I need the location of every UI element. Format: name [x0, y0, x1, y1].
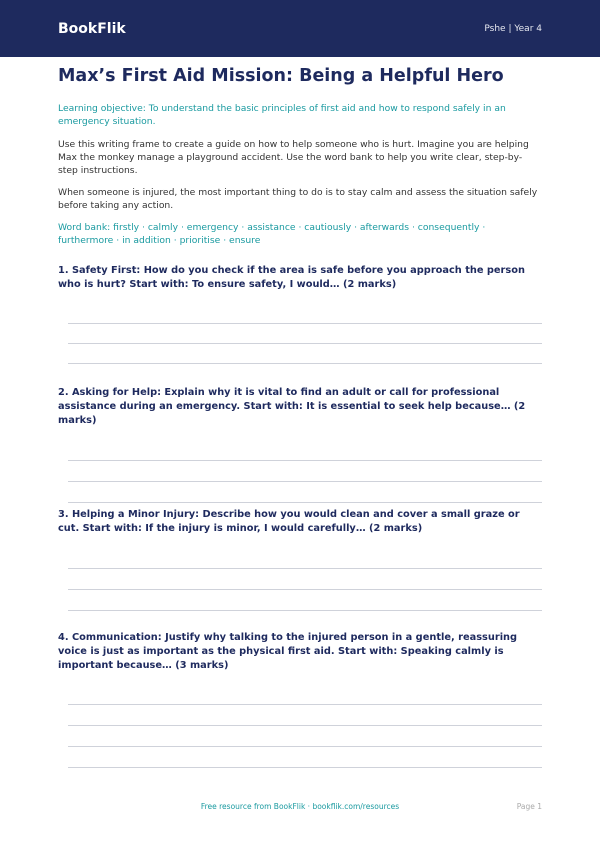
answer-line[interactable]: [68, 684, 542, 705]
answer-line[interactable]: [68, 482, 542, 503]
answer-line[interactable]: [68, 344, 542, 364]
subject-year: Pshe | Year 4: [484, 23, 542, 34]
answer-line[interactable]: [68, 324, 542, 344]
question-text: 1. Safety First: How do you check if the area is safe before you approach the person who is hurt? Start with: To ensure safety, I would… (2 marks): [58, 265, 525, 290]
answer-lines[interactable]: [68, 440, 542, 503]
answer-lines[interactable]: [68, 304, 542, 364]
question-text: 4. Communication: Justify why talking to the injured person in a gentle, reassuring voice is just as important as the physical first aid. Start with: Speaking calmly is important because… (3 marks): [58, 632, 518, 671]
brand-logo: BookFlik: [58, 20, 126, 37]
page-header: [0, 0, 600, 57]
answer-line[interactable]: [68, 461, 542, 482]
question-3: [58, 508, 542, 631]
answer-lines[interactable]: [68, 684, 542, 768]
answer-line[interactable]: [68, 705, 542, 726]
worksheet-body: [58, 66, 542, 768]
page-title: Max’s First Aid Mission: Being a Helpful Hero: [58, 66, 504, 86]
question-text: 2. Asking for Help: Explain why it is vital to find an adult or call for professional assistance during an emergency. Start with: It is essential to seek help because… (2 marks): [58, 387, 526, 426]
answer-line[interactable]: [68, 590, 542, 611]
intro-paragraph: Use this writing frame to create a guide on how to help someone who is hurt. Imagine you are helping Max the monkey manage a playground accident. Use the word bank to help you write clear, step-by-step instructions.: [58, 139, 529, 176]
answer-line[interactable]: [68, 304, 542, 324]
answer-line[interactable]: [68, 548, 542, 569]
footer-link[interactable]: Free resource from BookFlik · bookflik.com/resources: [200, 802, 400, 811]
question-text: 3. Helping a Minor Injury: Describe how you would clean and cover a small graze or cut. Start with: If the injury is minor, I would carefully… (2 marks): [58, 509, 520, 534]
learning-objective: Learning objective: To understand the basic principles of first aid and how to respond safely in an emergency situation.: [58, 103, 506, 127]
question-1: [58, 264, 542, 386]
page-number: Page 1: [516, 802, 542, 811]
answer-line[interactable]: [68, 747, 542, 768]
answer-line[interactable]: [68, 726, 542, 747]
question-4: [58, 631, 542, 768]
answer-line[interactable]: [68, 569, 542, 590]
intro-paragraph: When someone is injured, the most important thing to do is to stay calm and assess the situation safely before taking any action.: [58, 187, 538, 211]
answer-lines[interactable]: [68, 548, 542, 611]
word-bank: Word bank: firstly · calmly · emergency · assistance · cautiously · afterwards · consequently · furthermore · in addition · prioritise · ensure: [58, 222, 486, 246]
answer-line[interactable]: [68, 440, 542, 461]
question-2: [58, 386, 542, 508]
